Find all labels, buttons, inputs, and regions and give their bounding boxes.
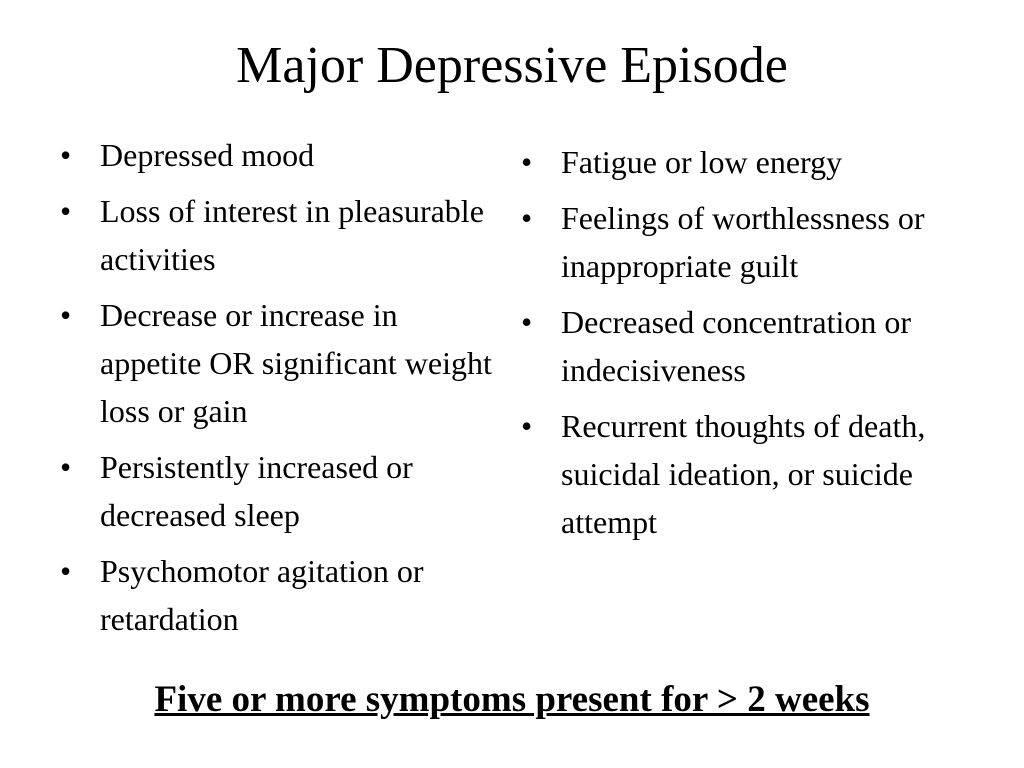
bullet-item [60, 443, 500, 539]
bullet-text: Recurrent thoughts of death, suicidal ideation, or suicide attempt [561, 408, 926, 540]
bullet-text: Decrease or increase in appetite OR significant weight loss or gain [100, 297, 492, 429]
bullet-item [60, 291, 500, 435]
bullet-text: Decreased concentration or indecisiveness [561, 304, 912, 388]
bullet-icon: • [60, 297, 72, 333]
bullet-item [60, 187, 500, 283]
bullet-icon: • [521, 408, 533, 444]
slide-title: Major Depressive Episode [236, 37, 788, 94]
bullet-text: Loss of interest in pleasurable activities [100, 193, 484, 277]
bullet-icon: • [521, 200, 533, 236]
bullet-text: Fatigue or low energy [561, 144, 843, 180]
bullet-item [521, 138, 991, 186]
bullet-item [521, 298, 991, 394]
footer-criteria: Five or more symptoms present for > 2 weeks [154, 679, 870, 720]
bullet-icon: • [521, 304, 533, 340]
bullet-icon: • [60, 193, 72, 229]
bullet-item [521, 402, 991, 546]
right-bullet-list [521, 138, 991, 554]
bullet-icon: • [60, 137, 72, 173]
bullet-text: Persistently increased or decreased sleep [100, 449, 413, 533]
left-bullet-list [60, 131, 500, 651]
bullet-icon: • [521, 144, 533, 180]
bullet-item [60, 547, 500, 643]
bullet-item [60, 131, 500, 179]
bullet-text: Depressed mood [100, 137, 315, 173]
bullet-icon: • [60, 553, 72, 589]
bullet-text: Feelings of worthlessness or inappropriate guilt [561, 200, 925, 284]
bullet-text: Psychomotor agitation or retardation [100, 553, 424, 637]
bullet-item [521, 194, 991, 290]
bullet-icon: • [60, 449, 72, 485]
